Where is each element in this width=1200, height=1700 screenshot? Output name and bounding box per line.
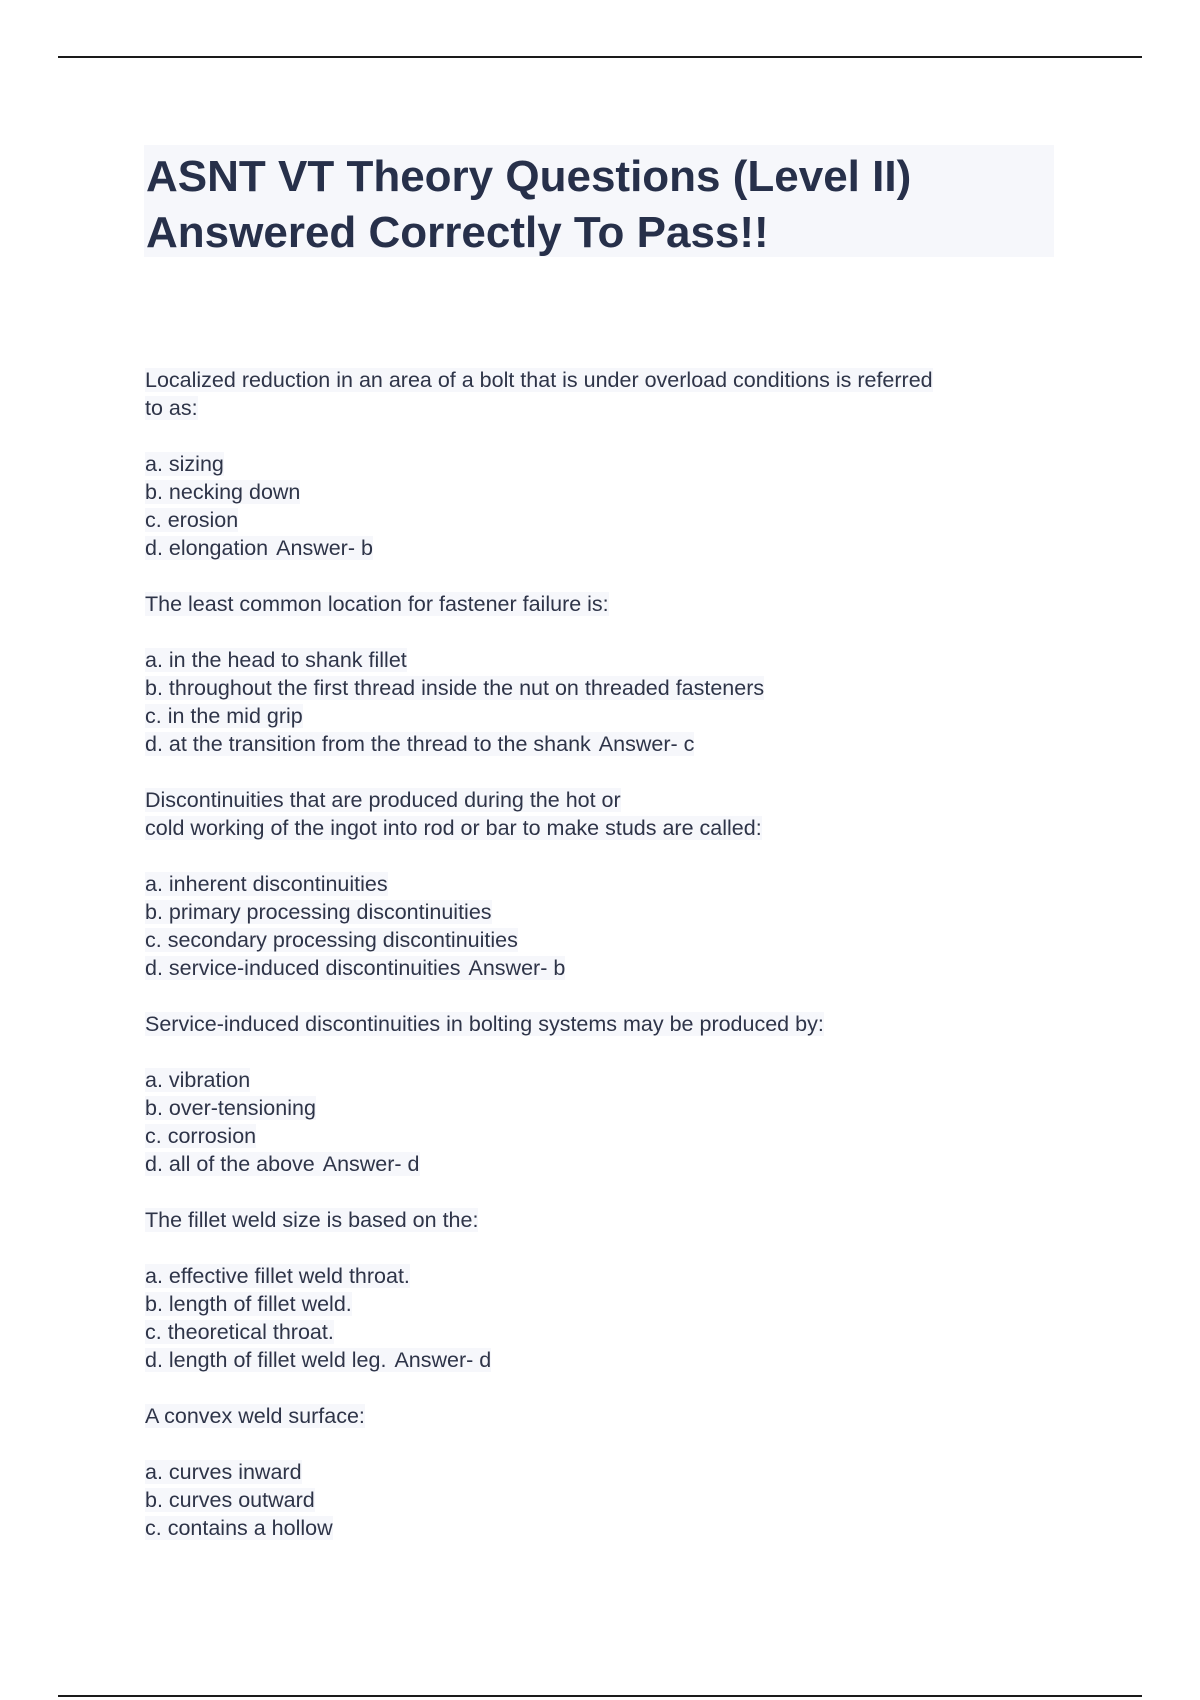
option-text: c. erosion [145, 508, 239, 532]
option-text: b. length of fillet weld. [145, 1292, 352, 1316]
answer-key: Answer- c [598, 732, 695, 756]
question-text-line: Discontinuities that are produced during the hot or [145, 788, 621, 812]
option-text: c. corrosion [145, 1124, 257, 1148]
answer-key: Answer- d [322, 1152, 420, 1176]
question-4 [145, 1010, 1055, 1178]
question-text-line: A convex weld surface: [145, 1404, 365, 1428]
question-text-line: Localized reduction in an area of a bolt that is under overload conditions is referred [145, 368, 933, 392]
question-text-line: Service-induced discontinuities in bolting systems may be produced by: [145, 1012, 824, 1036]
option-text: c. contains a hollow [145, 1516, 333, 1540]
option-text: c. theoretical throat. [145, 1320, 334, 1344]
option-a [145, 1458, 1055, 1486]
option-d [145, 1150, 1055, 1178]
option-a [145, 450, 1055, 478]
question-text [145, 1402, 1055, 1430]
option-text: a. vibration [145, 1068, 251, 1092]
option-text: a. curves inward [145, 1460, 302, 1484]
option-text: d. elongation [145, 536, 269, 560]
option-c [145, 926, 1055, 954]
option-text: c. in the mid grip [145, 704, 303, 728]
option-a [145, 646, 1055, 674]
option-text: a. inherent discontinuities [145, 872, 388, 896]
option-b [145, 1290, 1055, 1318]
option-c [145, 506, 1055, 534]
option-d [145, 534, 1055, 562]
option-text: d. length of fillet weld leg. [145, 1348, 387, 1372]
question-1 [145, 366, 1055, 562]
question-text-line: cold working of the ingot into rod or bar to make studs are called: [145, 816, 762, 840]
answer-options [145, 1458, 1055, 1542]
option-text: d. service-induced discontinuities [145, 956, 461, 980]
option-c [145, 702, 1055, 730]
question-2 [145, 590, 1055, 758]
option-text: d. at the transition from the thread to the shank [145, 732, 591, 756]
question-text [145, 1010, 1055, 1038]
answer-options [145, 450, 1055, 562]
question-text [145, 366, 1055, 422]
question-text-line: The fillet weld size is based on the: [145, 1208, 479, 1232]
option-text: b. primary processing discontinuities [145, 900, 492, 924]
title-line-2: Answered Correctly To Pass!! [146, 208, 769, 257]
option-b [145, 478, 1055, 506]
answer-key: Answer- b [276, 536, 373, 560]
option-a [145, 1066, 1055, 1094]
question-text [145, 1206, 1055, 1234]
option-a [145, 1262, 1055, 1290]
option-d [145, 954, 1055, 982]
option-text: b. necking down [145, 480, 301, 504]
option-d [145, 730, 1055, 758]
question-6 [145, 1402, 1055, 1542]
option-text: b. curves outward [145, 1488, 315, 1512]
option-b [145, 898, 1055, 926]
option-text: b. throughout the first thread inside the nut on threaded fasteners [145, 676, 765, 700]
answer-key: Answer- b [468, 956, 566, 980]
option-text: a. effective fillet weld throat. [145, 1264, 410, 1288]
title-line-1: ASNT VT Theory Questions (Level II) [146, 152, 912, 201]
answer-options [145, 870, 1055, 982]
answer-options [145, 646, 1055, 758]
option-text: c. secondary processing discontinuities [145, 928, 518, 952]
question-text-line: to as: [145, 396, 198, 420]
option-c [145, 1318, 1055, 1346]
answer-key: Answer- d [394, 1348, 492, 1372]
question-text-line: The least common location for fastener failure is: [145, 592, 609, 616]
question-3 [145, 786, 1055, 982]
option-c [145, 1514, 1055, 1542]
top-rule [58, 56, 1142, 58]
question-text [145, 786, 1055, 842]
option-c [145, 1122, 1055, 1150]
answer-options [145, 1066, 1055, 1178]
answer-options [145, 1262, 1055, 1374]
document-title [144, 145, 1054, 257]
option-text: b. over-tensioning [145, 1096, 316, 1120]
question-text [145, 590, 1055, 618]
option-b [145, 1094, 1055, 1122]
option-b [145, 1486, 1055, 1514]
option-a [145, 870, 1055, 898]
option-d [145, 1346, 1055, 1374]
option-text: a. in the head to shank fillet [145, 648, 407, 672]
question-list [145, 366, 1055, 1570]
question-5 [145, 1206, 1055, 1374]
option-text: a. sizing [145, 452, 224, 476]
option-text: d. all of the above [145, 1152, 315, 1176]
option-b [145, 674, 1055, 702]
bottom-rule [58, 1695, 1142, 1697]
